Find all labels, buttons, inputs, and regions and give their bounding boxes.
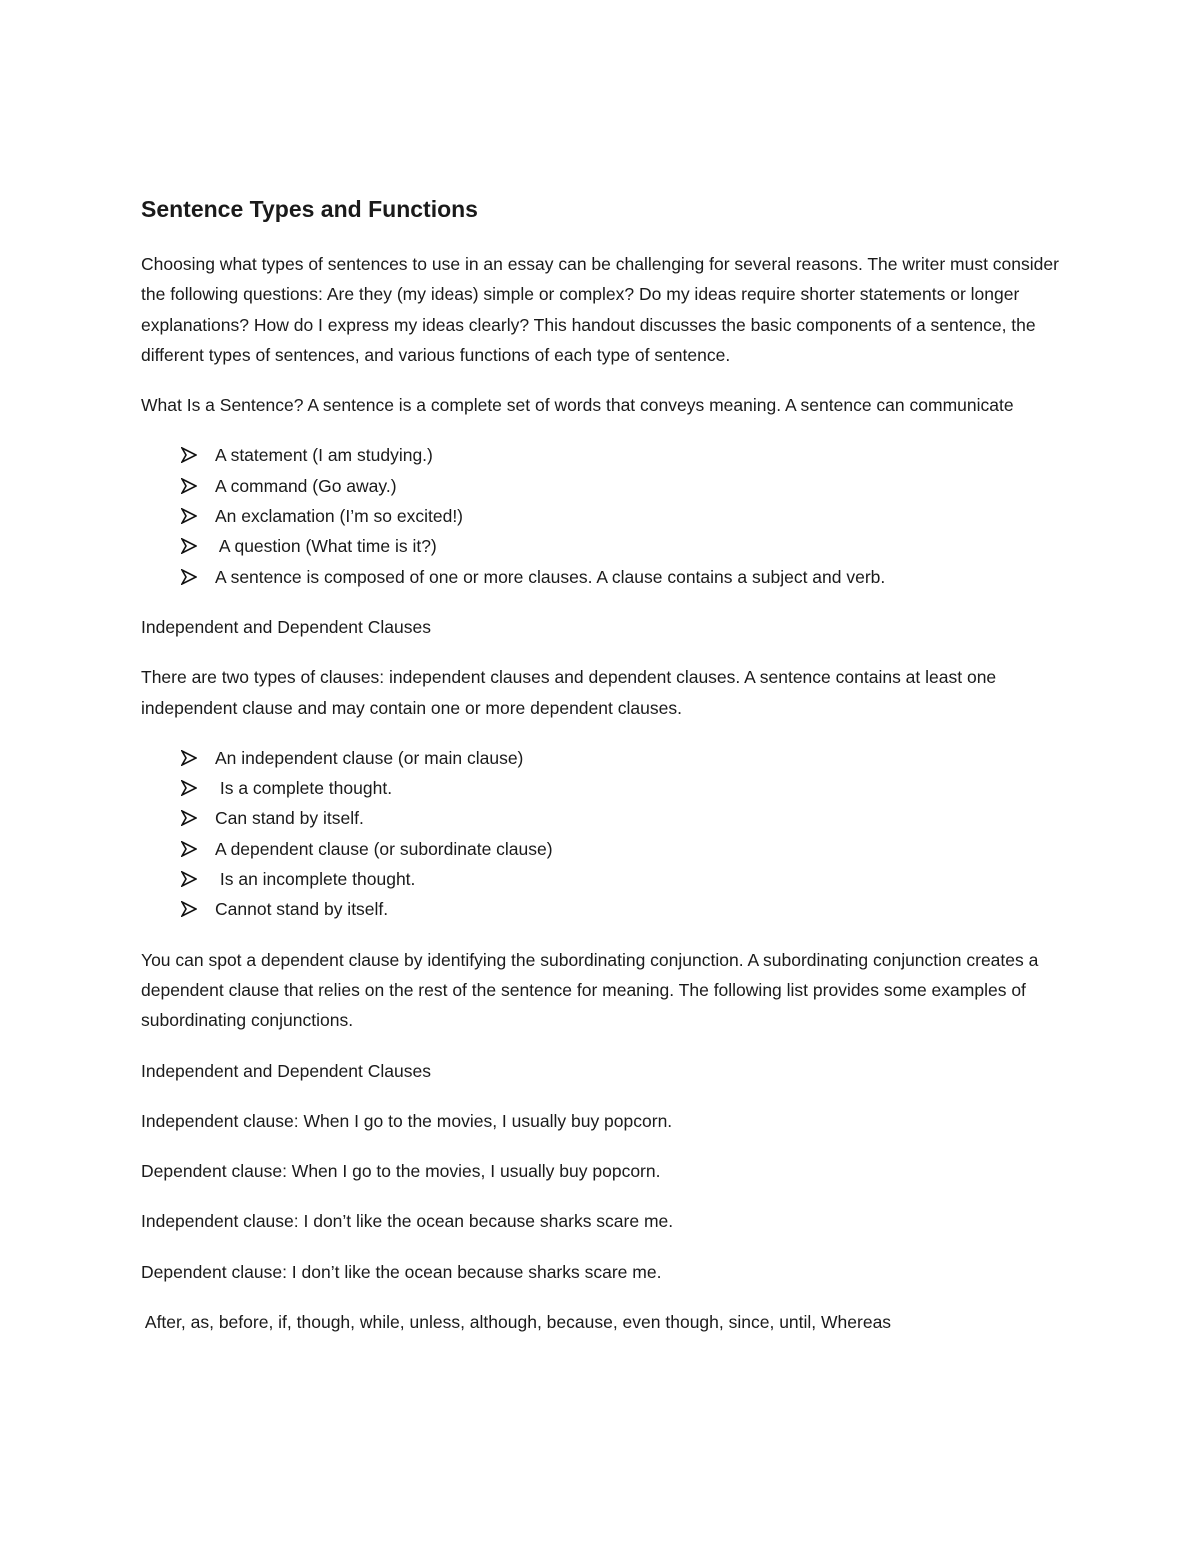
- intro-paragraph: Choosing what types of sentences to use in an essay can be challenging for several reasons. The writer must consider the following questions: Are they (my ideas) simple or complex? Do my ideas require shorter statements or longer explanations? How do I express my ideas clearly? This handout discusses the basic components of a sentence, the different types of sentences, and various functions of each type of sentence.: [141, 254, 1059, 365]
- arrowhead-bullet-icon: [181, 871, 197, 887]
- list-item: [181, 803, 1071, 833]
- list-item-text: A command (Go away.): [215, 475, 397, 496]
- list-item: [181, 471, 1071, 501]
- example-line: Dependent clause: I don’t like the ocean because sharks scare me.: [141, 1261, 662, 1282]
- list-item: [181, 864, 1071, 894]
- arrowhead-bullet-icon: [181, 538, 197, 554]
- list-item: [181, 743, 1071, 773]
- list-item-text: A sentence is composed of one or more clauses. A clause contains a subject and verb.: [215, 566, 886, 587]
- example-line: Dependent clause: When I go to the movies, I usually buy popcorn.: [141, 1161, 661, 1182]
- arrowhead-bullet-icon: [181, 478, 197, 494]
- list-item-text: Cannot stand by itself.: [215, 899, 389, 920]
- document-page: [141, 192, 1071, 1357]
- section-heading: Independent and Dependent Clauses: [141, 616, 431, 637]
- arrowhead-bullet-icon: [181, 901, 197, 917]
- list-item-text: An independent clause (or main clause): [215, 747, 524, 768]
- list-item-text: Is an incomplete thought.: [215, 869, 416, 890]
- list-item: [181, 440, 1071, 470]
- list-item-text: An exclamation (I’m so excited!): [215, 506, 464, 527]
- section-heading: Independent and Dependent Clauses: [141, 1060, 431, 1081]
- conjunctions-line: After, as, before, if, though, while, unless, although, because, even though, since, until, Whereas: [141, 1312, 892, 1333]
- list-item-text: Is a complete thought.: [215, 778, 393, 799]
- clause-kinds-list: [141, 743, 1071, 925]
- clauses-paragraph: There are two types of clauses: independent clauses and dependent clauses. A sentence contains at least one independent clause and may contain one or more dependent clauses.: [141, 667, 997, 718]
- list-item-text: A question (What time is it?): [215, 536, 437, 557]
- example-line: Independent clause: When I go to the movies, I usually buy popcorn.: [141, 1110, 673, 1131]
- list-item: [181, 894, 1071, 924]
- what-is-paragraph: What Is a Sentence? A sentence is a complete set of words that conveys meaning. A sentence can communicate: [141, 395, 1014, 416]
- document-title: Sentence Types and Functions: [141, 196, 478, 222]
- list-item-text: A dependent clause (or subordinate clause): [215, 838, 553, 859]
- list-item-text: A statement (I am studying.): [215, 445, 433, 466]
- list-item: [181, 531, 1071, 561]
- list-item: [181, 501, 1071, 531]
- arrowhead-bullet-icon: [181, 447, 197, 463]
- list-item: [181, 562, 1071, 592]
- arrowhead-bullet-icon: [181, 810, 197, 826]
- arrowhead-bullet-icon: [181, 750, 197, 766]
- arrowhead-bullet-icon: [181, 508, 197, 524]
- list-item: [181, 773, 1071, 803]
- subordinating-paragraph: You can spot a dependent clause by identifying the subordinating conjunction. A subordinating conjunction creates a dependent clause that relies on the rest of the sentence for meaning. The following list provides some examples of subordinating conjunctions.: [141, 949, 1039, 1031]
- arrowhead-bullet-icon: [181, 841, 197, 857]
- list-item: [181, 834, 1071, 864]
- arrowhead-bullet-icon: [181, 569, 197, 585]
- sentence-kinds-list: [141, 440, 1071, 591]
- arrowhead-bullet-icon: [181, 780, 197, 796]
- list-item-text: Can stand by itself.: [215, 808, 364, 829]
- example-line: Independent clause: I don’t like the ocean because sharks scare me.: [141, 1211, 674, 1232]
